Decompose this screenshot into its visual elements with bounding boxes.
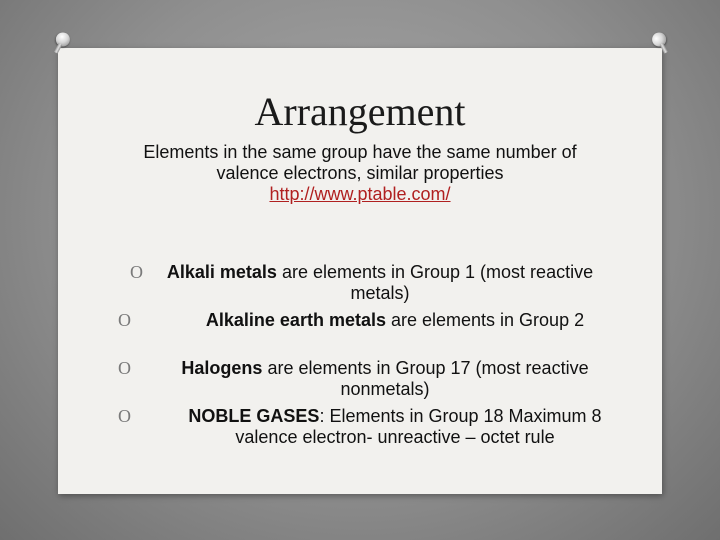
bullet-desc: are elements in Group 17 (most reactive nonmetals) [262,358,589,399]
bullet-item [118,406,610,448]
ptable-link[interactable]: http://www.ptable.com/ [269,184,451,204]
bullet-marker: O [118,310,131,330]
subtitle-text: Elements in the same group have the same number of valence electrons, similar properties [143,142,577,183]
bullet-term: Alkali metals [166,262,277,282]
bullet-desc: are elements in Group 1 (most reactive metals) [276,262,594,303]
bullet-list [118,262,610,448]
bullet-marker: O [118,406,131,426]
slide-title: Arrangement [254,89,466,134]
bullet-term: Alkaline earth metals [205,310,386,330]
bullet-item [130,262,610,304]
bullet-marker: O [118,358,131,378]
slide-subtitle [140,142,580,205]
bullet-item [118,358,610,400]
bullet-desc: : Elements in Group 18 Maximum 8 valence electron- unreactive – octet rule [235,406,602,447]
bullet-desc: are elements in Group 2 [385,310,585,330]
bullet-item [118,310,610,352]
bullet-marker: O [130,262,143,282]
bullet-term: Halogens [181,358,263,378]
bullet-term: NOBLE GASES [188,406,320,426]
